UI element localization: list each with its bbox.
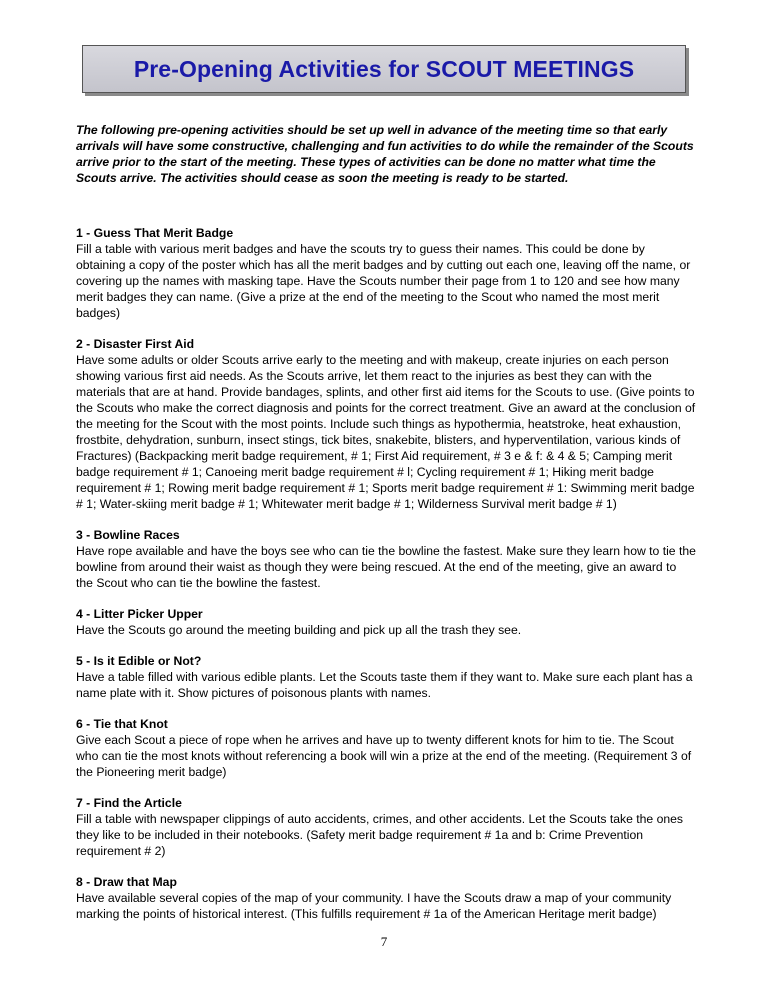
activity-heading: 2 - Disaster First Aid [76,337,195,351]
activity-item [76,795,696,859]
activity-description: Have a table filled with various edible plants. Let the Scouts taste them if they want to. Make sure each plant has a name plate with it. Show pictures of poisonous plants with names. [76,670,693,700]
activity-description: Have some adults or older Scouts arrive early to the meeting and with makeup, create injuries on each person showing various first aid needs. As the Scouts arrive, let them react to the injuries as best they can with the materials that are at hand. Provide bandages, splints, and other first aid items for the Scouts to use. (Give points to the Scouts who make the correct diagnosis and points for the correct treatment. Give an award at the conclusion of the meeting for the Scout with the most points. Include such things as hypothermia, heatstroke, heat exhaustion, frostbite, dehydration, sunburn, insect stings, tick bites, snakebite, blisters, and hyperventilation, various kinds of Fractures) (Backpacking merit badge requirement, # 1; First Aid requirement, # 3 e & f: & 4 & 5; Camping merit badge requirement # 1; Canoeing merit badge requirement # l; Cycling requirement # 1; Hiking merit badge requirement # 1; Rowing merit badge requirement # 1; Sports merit badge requirement # 1: Swimming merit badge # 1; Water-skiing merit badge # 1; Whitewater merit badge # 1; Wilderness Survival merit badge # 1) [76,353,696,511]
activity-description: Have the Scouts go around the meeting building and pick up all the trash they see. [76,623,522,637]
activity-item [76,527,696,591]
intro-paragraph: The following pre-opening activities should be set up well in advance of the meeting time so that early arrivals will have some constructive, challenging and fun activities to do while the remainder of the Scouts arrive prior to the start of the meeting. These types of activities can be done no matter what time the Scouts arrive. The activities should cease as soon the meeting is ready to be started. [76,123,694,185]
activity-item [76,225,696,321]
activity-description: Fill a table with various merit badges and have the scouts try to guess their names. This could be done by obtaining a copy of the poster which has all the merit badges and by cutting out each one, leaving off the name, or covering up the names with masking tape. Have the Scouts number their page from 1 to 120 and see how many merit badges they can name. (Give a prize at the end of the meeting to the Scout who named the most merit badges) [76,242,691,320]
activity-heading: 5 - Is it Edible or Not? [76,654,202,668]
activity-description: Have rope available and have the boys see who can tie the bowline the fastest. Make sure they learn how to tie the bowline from around their waist as though they were being rescued. At the end of the meeting, give an award to the Scout who can tie the bowline the fastest. [76,544,696,590]
activity-heading: 4 - Litter Picker Upper [76,607,203,621]
activity-description: Give each Scout a piece of rope when he arrives and have up to twenty different knots for him to tie. The Scout who can tie the most knots without referencing a book will win a prize at the end of the meeting. (Requirement 3 of the Pioneering merit badge) [76,733,692,779]
activity-heading: 7 - Find the Article [76,796,182,810]
activity-item [76,336,696,512]
activity-heading: 3 - Bowline Races [76,528,180,542]
activity-description: Fill a table with newspaper clippings of auto accidents, crimes, and other accidents. Let the Scouts take the ones they like to be included in their notebooks. (Safety merit badge requirement # 1a and b: Crime Prevention requirement # 2) [76,812,684,858]
activity-item [76,874,696,922]
page-title: Pre-Opening Activities for SCOUT MEETINGS [133,55,635,82]
activity-heading: 6 - Tie that Knot [76,717,168,731]
title-banner [82,45,686,93]
activity-item [76,653,696,701]
activity-item [76,606,696,638]
page-number: 7 [380,934,388,949]
activity-heading: 1 - Guess That Merit Badge [76,226,234,240]
activity-description: Have available several copies of the map of your community. I have the Scouts draw a map of your community marking the points of historical interest. (This fulfills requirement # 1a of the American Heritage merit badge) [76,891,672,921]
activity-heading: 8 - Draw that Map [76,875,177,889]
document-body [76,122,696,937]
activity-item [76,716,696,780]
